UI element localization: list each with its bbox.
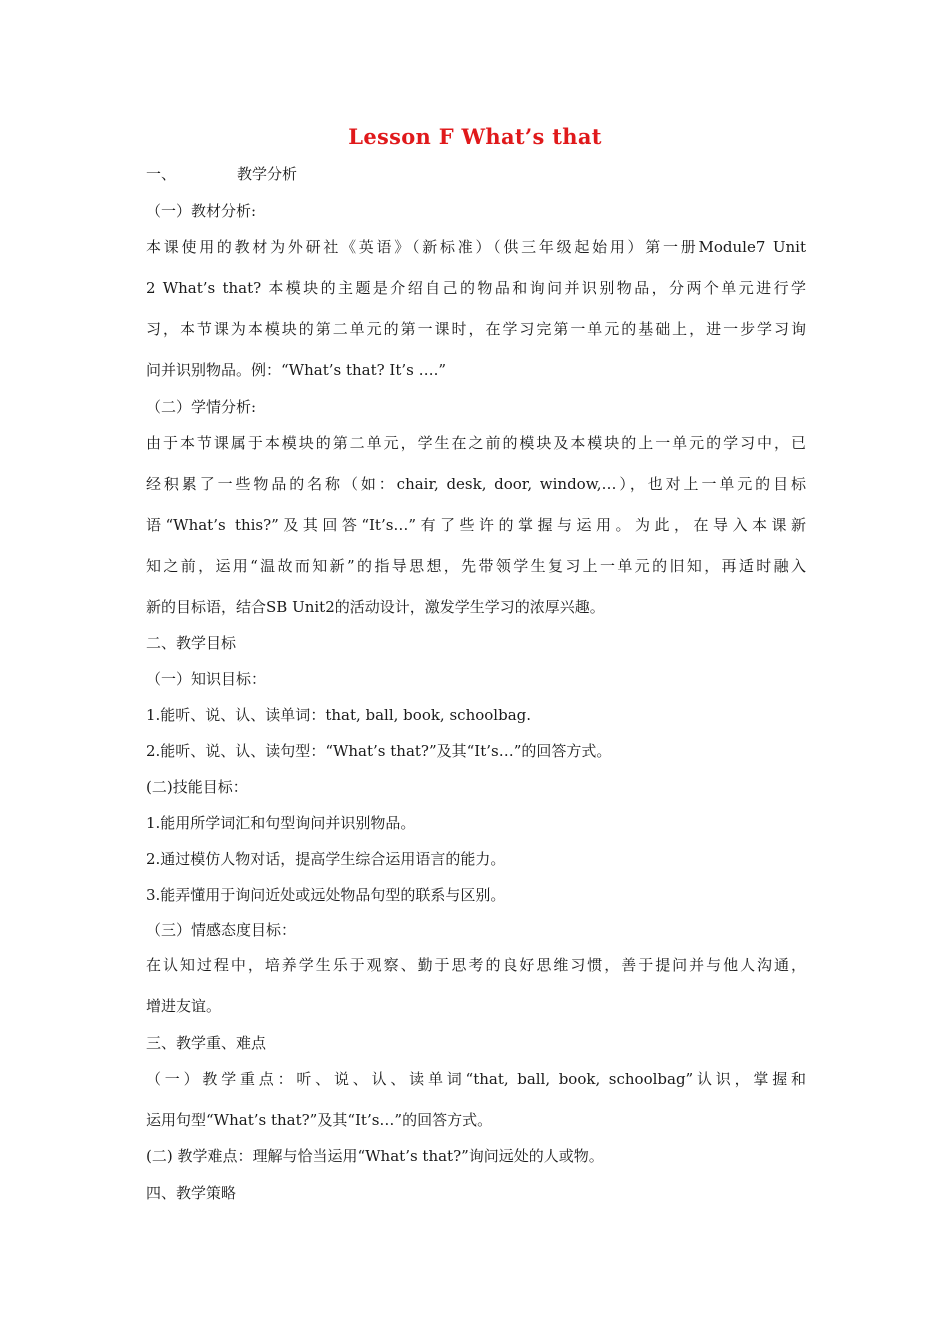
list-item: 1.能听、说、认、读单词：that, ball, book, schoolbag.	[146, 706, 532, 724]
paragraph-line: 经积累了一些物品的名称（如：chair, desk, door, window,…），也对上一单元的目标	[146, 475, 806, 493]
section-4-heading: 四、教学策略	[146, 1184, 237, 1202]
section-2-sub-1-heading: （一）知识目标：	[146, 670, 267, 688]
list-item: 3.能弄懂用于询问近处或远处物品句型的联系与区别。	[146, 886, 506, 904]
paragraph-line: 增进友谊。	[146, 997, 222, 1015]
paragraph-line: （一）教学重点：听、说、认、读单词“that, ball, book, schoolbag”认识，掌握和	[146, 1070, 806, 1088]
section-3-heading: 三、教学重、难点	[146, 1034, 267, 1052]
section-1-title: 教学分析	[237, 165, 298, 183]
list-item: 2.能听、说、认、读句型：“What’s that?”及其“It’s…”的回答方式。	[146, 742, 612, 760]
paragraph-line: 本课使用的教材为外研社《英语》（新标准）（供三年级起始用）第一册Module7 Unit	[146, 238, 806, 256]
document-title: Lesson F What’s that	[348, 124, 602, 149]
list-item: 1.能用所学词汇和句型询问并识别物品。	[146, 814, 416, 832]
section-2-sub-2-heading: (二)技能目标：	[146, 778, 248, 796]
list-item: 2.通过模仿人物对话，提高学生综合运用语言的能力。	[146, 850, 506, 868]
paragraph-line: 在认知过程中，培养学生乐于观察、勤于思考的良好思维习惯，善于提问并与他人沟通，	[146, 956, 806, 974]
section-2-heading: 二、教学目标	[146, 634, 237, 652]
paragraph-line: 问并识别物品。例：“What’s that? It’s ….”	[146, 361, 447, 379]
paragraph-line: (二) 教学难点：理解与恰当运用“What’s that?”询问远处的人或物。	[146, 1147, 604, 1165]
paragraph-line: 新的目标语，结合SB Unit2的活动设计，激发学生学习的浓厚兴趣。	[146, 598, 605, 616]
paragraph-line: 知之前，运用“温故而知新”的指导思想，先带领学生复习上一单元的旧知，再适时融入	[146, 557, 806, 575]
section-1-number: 一、	[146, 165, 177, 183]
paragraph-line: 习，本节课为本模块的第二单元的第一课时，在学习完第一单元的基础上，进一步学习询	[146, 320, 806, 338]
paragraph-line: 由于本节课属于本模块的第二单元，学生在之前的模块及本模块的上一单元的学习中，已	[146, 434, 806, 452]
section-1-sub-2-heading: （二）学情分析:	[146, 398, 257, 416]
paragraph-line: 语“What’s this?”及其回答“It’s…”有了些许的掌握与运用。为此，在导入本课新	[146, 516, 806, 534]
section-1-sub-1-heading: （一）教材分析:	[146, 202, 257, 220]
paragraph-line: 运用句型“What’s that?”及其“It’s…”的回答方式。	[146, 1111, 493, 1129]
paragraph-line: 2 What’s that? 本模块的主题是介绍自己的物品和询问并识别物品，分两个单元进行学	[146, 279, 806, 297]
section-2-sub-3-heading: （三）情感态度目标：	[146, 921, 297, 939]
